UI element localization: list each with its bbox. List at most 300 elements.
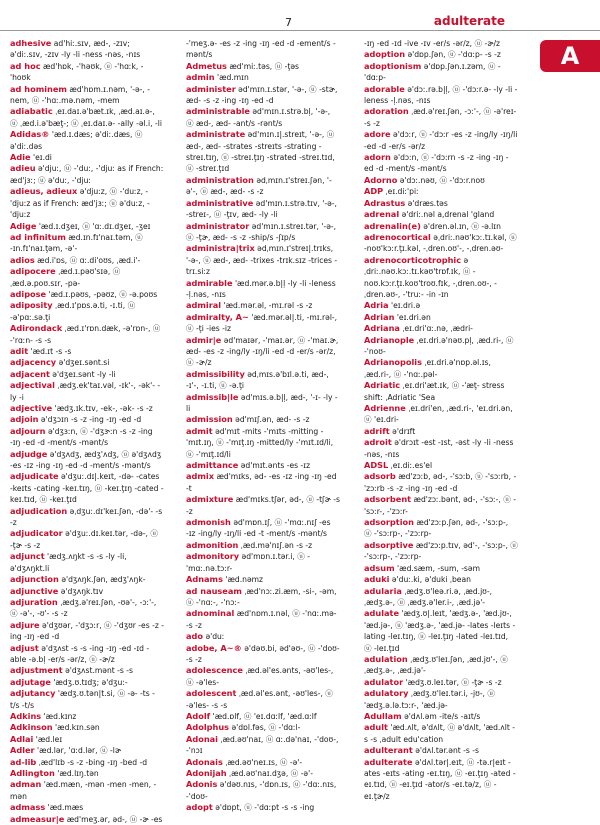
dictionary-entry	[364, 437, 518, 460]
entry-pronunciation: 'ædʒ.ɪk.tɪv, -ek-, -ək- -s -z	[54, 404, 153, 413]
dictionary-entry	[186, 471, 340, 494]
entry-pronunciation: 'æd.lər, 'ɑːd.lər, ⓤ -lɚ	[37, 746, 122, 756]
entry-headword: Adorno	[364, 174, 398, 185]
dictionary-entry	[186, 312, 340, 335]
entry-pronunciation: ə'djuːz, ⓤ -'duːz, -'djuːz as if French: æd'jɜː; ⓤ ə'duːz, -'djuːz	[10, 187, 150, 220]
entry-pronunciation: 'æd.mər.əl|.ti, -mɪ.rəl-, ⓤ -ţi -ies -iz	[186, 312, 338, 334]
entry-headword: adsum	[364, 562, 395, 573]
entry-headword: adrenocortical	[364, 231, 431, 242]
entry-headword: admirable	[186, 277, 233, 288]
dictionary-entry	[364, 38, 518, 49]
entry-pronunciation: 'æd.mæs	[47, 803, 84, 813]
entry-pronunciation: ˌæd.ɪ.pəʊ'sɪə, ⓤ ˌæd.ə.poʊ.sɪr, -pə-	[10, 267, 121, 288]
dictionary-entry	[10, 346, 164, 357]
entry-pronunciation: ˌeɪ.dri'en, ˌæd.ri-, 'eɪ.dri.ən, ⓤ 'eɪ.dri-	[364, 404, 513, 425]
entry-pronunciation: ə'duː	[205, 632, 225, 642]
entry-headword: Adonijah	[186, 768, 227, 778]
entry-pronunciation: 'ædʒ.ʊ|.leɪt, 'ædʒ.ə-, 'æd.jʊ-, 'æd.jə-, ⓤ 'ædʒ.ə-, 'æd.jə- -lates -leɪts -lating -leɪ.tɪŋ, ⓤ -leɪ.ţɪŋ -lated -leɪ.tɪd, ⓤ -leɪ.ţɪd	[364, 609, 516, 653]
dictionary-entry	[364, 357, 518, 380]
dictionary-entry	[10, 403, 164, 414]
entry-headword: adoptionism	[364, 60, 422, 71]
dictionary-entry	[186, 369, 340, 392]
dictionary-entry	[10, 711, 164, 722]
entry-headword: adjudicator	[10, 528, 63, 539]
entry-pronunciation: ə'dʌl.əm -ite/s -aɪt/s	[404, 711, 481, 721]
entry-headword: Adlington	[10, 768, 55, 778]
dictionary-entry	[10, 380, 164, 403]
entry-headword: admiral	[186, 300, 222, 311]
entry-pronunciation: ə'dræs.təs	[407, 198, 448, 208]
dictionary-entry	[10, 300, 164, 323]
entry-pronunciation: -ɪŋ -ed -ɪd -ive -ɪv -er/s -ər/z, ⓤ -ɚ/z	[364, 39, 501, 48]
entry-pronunciation: ədˌmɪn.ɪ'streɪ|.trɪks, '-ə-, ⓤ æd-, æd- -trixes -trɪk.sɪz -trices -trɪ.siːz	[186, 244, 338, 277]
entry-headword: Adolphus	[186, 722, 230, 733]
entry-pronunciation: æd'mɪks, əd- -es -ɪz -ing -ɪŋ -ed -t	[186, 472, 337, 493]
entry-pronunciation: 'æd.ɪ.dʒeɪ, ⓤ 'ɑː.dɪ.dʒeɪ, -ʒeɪ	[38, 221, 151, 231]
entry-pronunciation: əd'mɒn.ɪʃ, ⓤ -'mɑː.nɪʃ -es -ɪz -ing/ly -ɪŋ/li -ed -t -ment/s -mənt/s	[186, 518, 331, 539]
dictionary-entry	[10, 597, 164, 620]
entry-headword: adjust	[10, 642, 39, 653]
entry-pronunciation: 'æd.lɪŋ.tən	[57, 769, 99, 778]
entry-headword: adobe, A~®	[186, 642, 242, 653]
entry-headword: admissib|le	[186, 391, 239, 402]
entry-pronunciation: ə'dʒʊər, -'dʒɔːr, ⓤ -'dʒʊr -es -z -ing -ɪŋ -ed -d	[10, 620, 164, 642]
entry-headword: adhesive	[10, 38, 52, 48]
dictionary-entry	[364, 654, 518, 677]
entry-headword: ADSL	[364, 460, 389, 471]
entry-pronunciation: 'æd.mæn, -mən -men -men, -mən	[10, 780, 157, 801]
entry-headword: adjutage	[10, 676, 51, 687]
entry-headword: ado	[186, 631, 204, 642]
entry-headword: administer	[186, 83, 236, 94]
entry-headword: adios	[10, 254, 35, 265]
entry-pronunciation: 'æd.kɪn.sən	[55, 723, 100, 733]
dictionary-entry	[186, 414, 340, 425]
entry-headword: adoration	[364, 106, 409, 117]
entry-pronunciation: ˌæd.ə'reɪ.ʃən, -ɔː'-, ⓤ -ə'reɪ- -s -z	[364, 107, 517, 128]
entry-headword: admittance	[186, 460, 239, 471]
entry-pronunciation: 'æd.ɒlf, ⓤ 'eɪ.dɑːlf, 'æd.ɑːlf	[212, 711, 317, 721]
entry-headword: adipocere	[10, 266, 56, 277]
entry-headword: adieu	[10, 163, 36, 174]
dictionary-entry	[364, 323, 518, 334]
dictionary-entry	[364, 460, 518, 471]
dictionary-entry	[10, 677, 164, 688]
entry-headword: adjudicate	[10, 471, 59, 482]
dictionary-entry	[364, 426, 518, 437]
dictionary-entry	[186, 802, 340, 813]
entry-headword: adjourn	[10, 425, 46, 436]
dictionary-entry	[186, 574, 340, 585]
dictionary-entry	[10, 232, 164, 255]
entry-headword: adroit	[364, 437, 392, 448]
entry-pronunciation: ədˌmɪn.ɪ'streɪ.ʃən, '-ə'-, ⓤ æd-, æd- -s -z	[186, 175, 332, 197]
dictionary-entry	[186, 688, 340, 711]
entry-headword: Adler	[10, 745, 35, 756]
entry-pronunciation: æd.i'ɒs, ⓤ ɑː.di'oʊs, ˌæd.i'-	[37, 255, 141, 265]
entry-headword: adore	[364, 129, 391, 140]
dictionary-entry	[186, 175, 340, 198]
entry-headword: adopt	[186, 802, 213, 813]
dictionary-entry	[364, 61, 518, 84]
entry-headword: adult	[364, 722, 388, 733]
dictionary-entry	[10, 414, 164, 425]
letter-thumb-tab: A	[540, 40, 600, 72]
entry-pronunciation: ˌæd'nɔː.zi.æm, -si-, -əm, ⓤ -'nɑː-, -'nɔː-	[186, 586, 337, 607]
entry-headword: Adrianopolis	[364, 357, 422, 368]
entry-pronunciation: ə'dʒʌŋk.ʃən, ædʒ'ʌŋk-	[61, 575, 146, 585]
entry-pronunciation: ə'dren.əl.ɪn, ⓤ -ə.lɪn	[423, 221, 501, 231]
entry-pronunciation: 'æd.mər.əl, -mɪ.rəl -s -z	[223, 301, 313, 311]
entry-headword: adulatory	[364, 688, 409, 699]
entry-pronunciation: ˌæd.əl'es.ənts, -əʊ'les-, ⓤ -ə'les-	[186, 666, 334, 687]
dictionary-entry	[186, 38, 340, 61]
entry-headword: adorn	[364, 152, 391, 163]
dictionary-entry	[186, 631, 340, 642]
entry-headword: adularia	[364, 585, 402, 596]
entry-headword: Adidas®	[10, 129, 50, 140]
dictionary-entry	[364, 745, 518, 756]
entry-pronunciation: ə'dʒeɪ.sənt -ly -li	[52, 369, 116, 379]
entry-headword: adjunct	[10, 551, 45, 562]
dictionary-entry	[10, 574, 164, 585]
entry-headword: Adullam	[364, 710, 402, 721]
entry-pronunciation: ə'drɪft	[392, 426, 416, 436]
entry-headword: Adige	[10, 220, 37, 231]
entry-pronunciation: əd'mɒn.ɪ.tər.i, ⓤ -'mɑː.nə.tɔːr-	[186, 552, 310, 573]
dictionary-entry	[10, 221, 164, 232]
entry-pronunciation: ˌæd.əʊ'neɪ.ɪs, ⓤ -ə'-	[225, 757, 303, 767]
entry-headword: ad hoc	[10, 60, 41, 71]
entry-pronunciation: əd'mɪn.ɪ.strə.bl̩, '-ə-, ⓤ æd-, æd- -ant/s -rənt/s	[186, 107, 331, 128]
dictionary-entry	[10, 768, 164, 779]
dictionary-entry	[186, 517, 340, 540]
dictionary-entry	[10, 369, 164, 380]
entry-pronunciation: ˌeɪ.dri'ɑː.nə, ˌædri-	[402, 324, 473, 334]
column-3	[364, 38, 518, 801]
dictionary-entry	[186, 768, 340, 779]
entry-pronunciation: ə'drɔɪt -est -ɪst, -əst -ly -li -ness -nəs, -nɪs	[364, 438, 514, 459]
dictionary-entry	[186, 711, 340, 722]
dictionary-entry	[186, 278, 340, 301]
entry-pronunciation: 'ædʒ.ʊ.leɪ.tər, ⓤ -ţɚ -s -z	[405, 677, 502, 687]
entry-pronunciation: æd'mɪks.tʃər, əd-, ⓤ -tʃɚ -s -z	[186, 495, 340, 516]
dictionary-entry	[186, 586, 340, 609]
entry-pronunciation: ˌæd.mə'nɪʃ.ən -s -z	[240, 540, 313, 550]
dictionary-entry	[186, 198, 340, 221]
entry-headword: adsorbent	[364, 494, 412, 505]
dictionary-entry	[186, 84, 340, 107]
dictionary-entry	[10, 266, 164, 289]
dictionary-entry	[364, 175, 518, 186]
entry-headword: adrift	[364, 425, 390, 436]
entry-headword: Adriatic	[364, 380, 401, 391]
dictionary-entry	[364, 221, 518, 232]
dictionary-entry	[364, 49, 518, 60]
dictionary-entry	[186, 643, 340, 666]
entry-pronunciation: əd'mɪt.ənts -es -ɪz	[240, 461, 311, 471]
entry-pronunciation: ə'dɒp.ʃən, ⓤ -'dɑːp- -s -z	[407, 50, 501, 60]
entry-pronunciation: ə'driː.nəl a,drenal 'gland	[401, 210, 495, 220]
dictionary-entry	[364, 494, 518, 517]
dictionary-entry	[10, 779, 164, 802]
entry-pronunciation: əd'mɪs.ə.b|l̩, æd-, '-ɪ- -ly -li	[186, 392, 338, 413]
entry-headword: Adnams	[186, 574, 223, 585]
dictionary-entry	[10, 255, 164, 266]
entry-headword: adjustment	[10, 665, 63, 676]
dictionary-entry	[10, 551, 164, 574]
entry-headword: aduki	[364, 574, 390, 585]
dictionary-entry	[364, 403, 518, 426]
entry-pronunciation: ə'dʒuː.dɪ.keɪ.tər, -də-, ⓤ -ţɚ -s -z	[10, 529, 158, 550]
entry-headword: adjudge	[10, 448, 48, 459]
dictionary-entry	[364, 255, 518, 301]
entry-headword: adulterant	[364, 745, 413, 756]
entry-headword: Adie	[10, 152, 31, 163]
entry-pronunciation: ˌæd.əʊ'naɪ.dʒə, ⓤ -ə'-	[229, 769, 313, 778]
entry-headword: adjunction	[10, 574, 59, 585]
entry-pronunciation: 'eɪ.dri.ə	[391, 301, 421, 311]
entry-headword: Adrian	[364, 311, 395, 322]
dictionary-entry	[186, 72, 340, 83]
entry-headword: adrenocorticotrophic	[364, 254, 462, 265]
dictionary-entry	[186, 221, 340, 244]
dictionary-entry	[186, 460, 340, 471]
entry-headword: Adonais	[186, 756, 223, 767]
entry-headword: adjacency	[10, 357, 57, 368]
entry-pronunciation: 'æd.sæm, -sum, -səm	[397, 563, 480, 573]
entry-pronunciation: ə'dʒɔɪn -s -z -ing -ɪŋ -ed -d	[40, 415, 142, 425]
dictionary-entry	[186, 608, 340, 631]
entry-pronunciation: ə'dʒʌdʒ, ædʒ'ʌdʒ, ⓤ ə'dʒʌdʒ -es -ɪz -ing -ɪŋ -ed -d -ment/s -mənt/s	[10, 449, 162, 471]
dictionary-entry	[10, 722, 164, 733]
entry-pronunciation: ə'dʒʌŋk.tɪv	[60, 586, 104, 596]
entry-headword: administrable	[186, 106, 250, 117]
entry-headword: admissibility	[186, 368, 245, 379]
dictionary-entry	[364, 380, 518, 403]
running-head: adulterate	[433, 14, 505, 28]
entry-headword: ad-lib	[10, 756, 37, 767]
entry-headword: admix	[186, 471, 215, 482]
dictionary-entry	[186, 665, 340, 688]
entry-headword: adulate	[364, 608, 400, 619]
entry-headword: Adonis	[186, 779, 218, 790]
entry-headword: adjunctive	[10, 585, 59, 596]
dictionary-entry	[364, 106, 518, 129]
entry-pronunciation: ˌeɪ.diː'piː	[385, 187, 419, 197]
dictionary-entry	[186, 540, 340, 551]
entry-pronunciation: 'æd.ʌlt, ə'dʌlt, ⓤ ə'dʌlt, 'æd.ʌlt -s -s ˌadult edu'cation	[364, 723, 516, 744]
entry-headword: adoption	[364, 49, 406, 60]
dictionary-entry	[186, 722, 340, 733]
dictionary-entry	[10, 471, 164, 505]
entry-headword: admir|e	[186, 334, 222, 345]
dictionary-entry	[10, 323, 164, 346]
entry-pronunciation: ə'djuː, ⓤ -'duː, -'djuː as if French: æd'jɜː; ⓤ ə'duː, -'djuː	[10, 164, 164, 185]
entry-pronunciation: æd'zɔːb, əd-, -'sɔːb, ⓤ -'sɔːrb, -'zɔːrb -s -z -ing -ɪŋ -ed -d	[364, 472, 517, 493]
entry-pronunciation: 'æd.leɪ	[35, 734, 63, 744]
entry-headword: adrenalin(e)	[364, 220, 421, 231]
entry-pronunciation: 'eɪ.dri.ən	[396, 312, 431, 322]
entry-pronunciation: ə'dɒl.fəs, ⓤ -'dɑːl-	[231, 723, 301, 733]
dictionary-entry	[364, 129, 518, 152]
entry-headword: adjudication	[10, 505, 68, 516]
dictionary-entry	[364, 186, 518, 197]
entry-headword: Adkins	[10, 710, 42, 721]
dictionary-entry	[364, 152, 518, 175]
entry-headword: Adolf	[186, 710, 211, 721]
dictionary-entry	[186, 734, 340, 757]
dictionary-entry	[10, 449, 164, 472]
entry-headword: admin	[186, 72, 215, 83]
entry-headword: Admetus	[186, 60, 227, 71]
header-divider	[0, 30, 600, 31]
dictionary-entry	[10, 106, 164, 129]
entry-pronunciation: ə'dəʊ.nɪs, -'dɒn.ɪs, ⓤ -'dɑː.nɪs, -'doʊ-	[186, 780, 337, 801]
entry-pronunciation: ə'dʒeɪ.sənt.si	[58, 358, 110, 368]
entry-headword: admission	[186, 414, 233, 425]
entry-headword: admiralty, A~	[186, 311, 249, 322]
dictionary-entry	[364, 711, 518, 722]
dictionary-entry	[10, 129, 164, 152]
dictionary-entry	[10, 734, 164, 745]
entry-pronunciation: -'meʒ.ə- -es -z -ing -ɪŋ -ed -d -ement/s -mənt/s	[186, 39, 336, 60]
entry-headword: administration	[186, 174, 254, 185]
entry-pronunciation: ˌeɪ.dri'æt.ɪk, ⓤ -'æţ- stress shift: ˌAdriatic 'Sea	[364, 381, 505, 402]
entry-headword: ad nauseam	[186, 585, 242, 596]
entry-pronunciation: ˌæd.əl'es.ənt, -əʊ'les-, ⓤ -ə'les- -s -s	[186, 689, 333, 710]
entry-pronunciation: æd'nɒm.ɪ.nəl, ⓤ -'nɑː.mə- -s -z	[186, 609, 337, 630]
entry-pronunciation: æd'meʒ.ər, əd-, ⓤ -ɚ -es	[66, 814, 163, 824]
entry-pronunciation: 'ædʒ.ʌŋkt -s -s -ly -li, ə'dʒʌŋkt.li	[10, 552, 127, 573]
dictionary-entry	[364, 209, 518, 220]
entry-pronunciation: ˌædʒ.ə'reɪ.ʃən, -ʊə'-, -ɔː'-, ⓤ -ə'-, -ʊ'- -s -z	[10, 597, 157, 619]
entry-pronunciation: əd'mɪʃ.ən, æd- -s -z	[235, 415, 310, 425]
entry-headword: admonish	[186, 517, 231, 528]
dictionary-entry	[10, 620, 164, 643]
column-1	[10, 38, 164, 824]
dictionary-entry	[186, 392, 340, 415]
dictionary-entry	[364, 232, 518, 255]
dictionary-entry	[186, 757, 340, 768]
entry-headword: adiabatic	[10, 106, 53, 117]
entry-pronunciation: ə'dɔːr, ⓤ -'dɔːr -es -z -ing/ly -ɪŋ/li -ed -d -er/s -ər/z	[364, 130, 518, 151]
dictionary-entry	[10, 506, 164, 529]
entry-pronunciation: ə'dʌl.tər.ənt -s -s	[415, 746, 479, 756]
entry-pronunciation: ə'dʌl.tər|.eɪt, ⓤ -tə.r|eɪt -ates -eɪts -ating -eɪ.tɪŋ, ⓤ -eɪ.ţɪŋ -ated -eɪ.tɪd, ⓤ -eɪ.ţɪd -ator/s -eɪ.tə/z, ⓤ -eɪ.ţɚ/z	[364, 757, 516, 801]
entry-pronunciation: əd'maɪər, -'maɪ.ər, ⓤ -'maɪ.ɚ, æd- -es -z -ing/ly -ɪŋ/li -ed -d -er/s -ər/z, ⓤ -ɚ/z	[186, 335, 339, 368]
dictionary-entry	[10, 688, 164, 711]
dictionary-entry	[10, 426, 164, 449]
dictionary-entry	[364, 722, 518, 745]
dictionary-entry	[10, 152, 164, 163]
dictionary-entry	[186, 61, 340, 72]
entry-headword: Adirondack	[10, 323, 63, 334]
entry-headword: adulation	[364, 653, 408, 664]
dictionary-entry	[364, 300, 518, 311]
entry-pronunciation: ad'hiː.sɪv, æd-, -zɪv; ə'diː.sɪv, -zɪv -ly -li -ness -nəs, -nɪs	[10, 39, 141, 60]
entry-pronunciation: 'æd.kɪnz	[43, 711, 77, 721]
dictionary-entry	[364, 563, 518, 574]
entry-headword: adjacent	[10, 368, 50, 379]
dictionary-entry	[10, 61, 164, 84]
entry-headword: admit	[186, 425, 213, 436]
column-2	[186, 38, 340, 813]
dictionary-entry	[364, 198, 518, 209]
dictionary-entry	[186, 243, 340, 277]
entry-headword: admixture	[186, 494, 234, 505]
entry-pronunciation: ˌeɪ.diː.es'el	[390, 461, 433, 471]
entry-pronunciation: 'æd.nəmz	[225, 575, 264, 585]
entry-headword: adiposity	[10, 300, 53, 311]
entry-headword: adolescent	[186, 688, 237, 699]
dictionary-entry	[10, 38, 164, 61]
dictionary-entry	[364, 84, 518, 107]
entry-headword: adjuration	[10, 596, 58, 607]
entry-pronunciation: æd'zɔːp.tɪv, əd'-, -'sɔːp-, ⓤ -'sɔːrp-, -'zɔːrp-	[364, 540, 518, 562]
entry-headword: adjutancy	[10, 688, 56, 699]
entry-pronunciation: ə'dɔːn, ⓤ -'dɔːrn -s -z -ing -ɪŋ -ed -d -ment/s -mənt/s	[364, 153, 509, 174]
entry-headword: Adrienne	[364, 403, 406, 413]
dictionary-entry	[10, 814, 164, 825]
entry-pronunciation: ə'dʒuː.dɪ|.keɪt, -də- -cates -keɪts -cating -keɪ.tɪŋ, ⓤ -keɪ.ţɪŋ -cated -keɪ.tɪd, ⓤ -keɪ.ţɪd	[10, 472, 164, 505]
entry-headword: Adrastus	[364, 197, 406, 208]
entry-pronunciation: ə'dɔː.nəʊ, ⓤ -'dɔːr.noʊ	[399, 175, 485, 185]
entry-pronunciation: ˌædʒ.ʊ'leɪ.ʃən, ˌæd.jʊ'-, ⓤ ˌædʒ.ə-, ˌæd.jə'-	[364, 654, 508, 676]
entry-headword: admonitory	[186, 551, 240, 562]
entry-pronunciation: 'æd.ɪ.pəʊs, -pəʊz, ⓤ -ə.poʊs	[48, 289, 158, 299]
entry-headword: ad infinitum	[10, 231, 66, 242]
entry-pronunciation: ˌæd.ɪ'pɒs.ə.ti, -ɪ.ti, ⓤ -ə'pɑː.sə.ţi	[10, 301, 136, 322]
entry-pronunciation: ə'dɒp.ʃən.ɪ.zəm, ⓤ -'dɑːp-	[364, 61, 501, 83]
dictionary-entry	[364, 574, 518, 585]
dictionary-entry	[364, 586, 518, 609]
dictionary-entry	[364, 540, 518, 563]
entry-headword: adieus, adieux	[10, 186, 78, 197]
entry-pronunciation: ˌæd.ɪ'rɒn.dæk, -ə'rɒn-, ⓤ -'rɑːn- -s -s	[10, 324, 161, 345]
entry-pronunciation: 'æd.ɪ.dæs; ə'diː.dæs, ⓤ ə'diː.dəs	[10, 130, 143, 151]
entry-headword: adsorption	[364, 517, 414, 528]
dictionary-entry	[10, 528, 164, 551]
entry-pronunciation: ə'dɒpt, ⓤ -'dɑːpt -s -s -ing	[215, 803, 315, 813]
dictionary-entry	[10, 802, 164, 813]
entry-pronunciation: æd'zɔːp.ʃən, əd-, -'sɔːp-, ⓤ -'sɔːrp-, -'zɔːrp-	[364, 518, 509, 539]
dictionary-entry	[186, 426, 340, 460]
entry-headword: Adriana	[364, 323, 400, 334]
entry-pronunciation: ˌeɪ.daɪ.ə'bæt.ɪk, ˌæd.aɪ.ə-, ⓤ ˌæd.i.ə'bæţ-; ⓤ ˌeɪ.daɪ.ə- -ally -əl.i, -li	[10, 107, 162, 128]
dictionary-entry	[10, 745, 164, 756]
entry-pronunciation: ˌædʒ.ek'taɪ.vəl, -ɪk'-, -ək'- -ly -i	[10, 381, 161, 402]
entry-pronunciation: ə'dʒʌst.mənt -s -s	[65, 666, 133, 676]
entry-headword: adsorptive	[364, 539, 414, 550]
entry-headword: adsorb	[364, 471, 396, 482]
entry-headword: adipose	[10, 288, 47, 299]
entry-pronunciation: ə'dʒɜːn, ⓤ -'dʒɝːn -s -z -ing -ɪŋ -ed -d -ment/s -mənt/s	[10, 426, 153, 448]
entry-pronunciation: əd'mɪn.ɪ.stər, '-ə-, ⓤ -stɚ, æd- -s -z -ing -ɪŋ -ed -d	[186, 84, 338, 106]
dictionary-entry	[364, 677, 518, 688]
entry-headword: admass	[10, 802, 46, 813]
entry-pronunciation: æd'zɔː.bənt, əd-, -'sɔː-, ⓤ -'sɔːr-, -'zɔːr-	[364, 495, 516, 516]
dictionary-entry	[10, 163, 164, 186]
entry-headword: admeasur|e	[10, 813, 65, 824]
entry-headword: ADP	[364, 186, 384, 197]
entry-headword: adorable	[364, 83, 405, 94]
dictionary-entry	[10, 289, 164, 300]
entry-headword: adulterate	[364, 756, 413, 767]
entry-headword: adman	[10, 779, 42, 790]
entry-headword: adulator	[364, 676, 404, 687]
dictionary-entry	[186, 300, 340, 311]
